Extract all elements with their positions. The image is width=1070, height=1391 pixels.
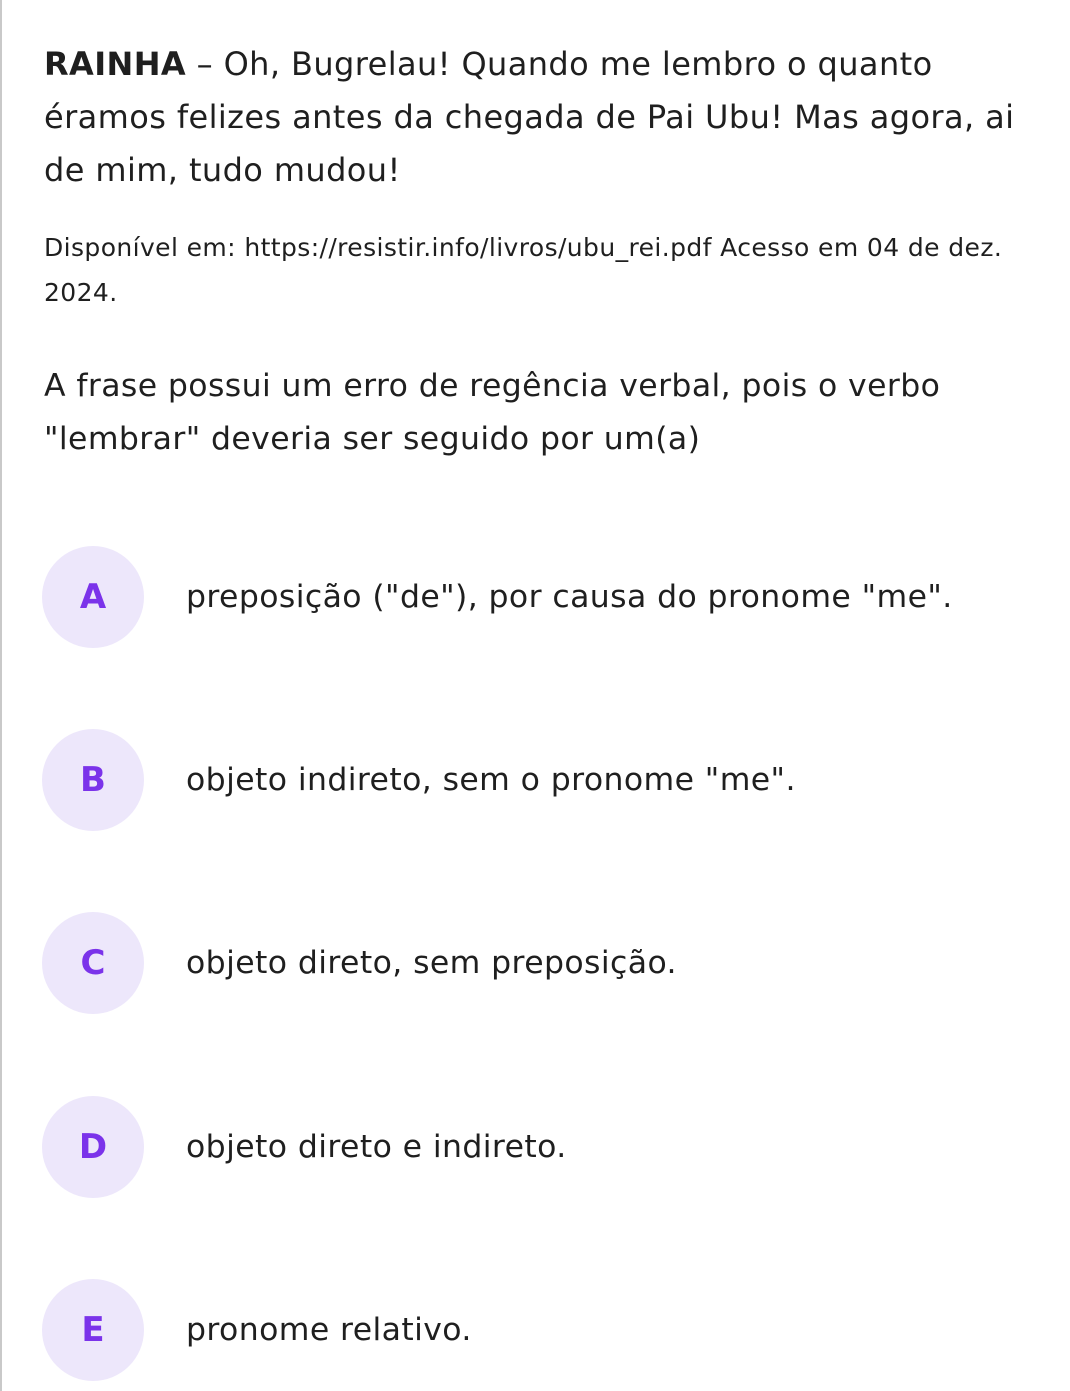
option-e[interactable] [42, 1279, 1062, 1381]
option-b[interactable] [42, 729, 1062, 831]
excerpt-text [44, 38, 1034, 197]
option-b-badge[interactable]: B [42, 729, 144, 831]
excerpt-speaker: RAINHA [44, 45, 187, 83]
left-border [0, 0, 2, 1391]
option-d[interactable] [42, 1096, 1062, 1198]
option-a-badge[interactable]: A [42, 546, 144, 648]
option-e-text[interactable]: pronome relativo. [186, 1312, 472, 1348]
option-a[interactable] [42, 546, 1062, 648]
option-c[interactable] [42, 912, 1062, 1014]
option-c-badge[interactable]: C [42, 912, 144, 1014]
question-prompt: A frase possui um erro de regência verbal, pois o verbo "lembrar" deveria ser seguido por um(a) [44, 368, 941, 457]
option-d-text[interactable]: objeto direto e indireto. [186, 1129, 567, 1165]
excerpt-body: – Oh, Bugrelau! Quando me lembro o quanto éramos felizes antes da chegada de Pai Ubu! Mas agora, ai de mim, tudo mudou! [44, 45, 1015, 189]
option-b-text[interactable]: objeto indireto, sem o pronome "me". [186, 762, 796, 798]
option-e-badge[interactable]: E [42, 1279, 144, 1381]
option-a-text[interactable]: preposição ("de"), por causa do pronome "me". [186, 579, 953, 615]
option-d-badge[interactable]: D [42, 1096, 144, 1198]
option-c-text[interactable]: objeto direto, sem preposição. [186, 945, 677, 981]
source-citation: Disponível em: https://resistir.info/livros/ubu_rei.pdf Acesso em 04 de dez. 2024. [44, 233, 1003, 307]
